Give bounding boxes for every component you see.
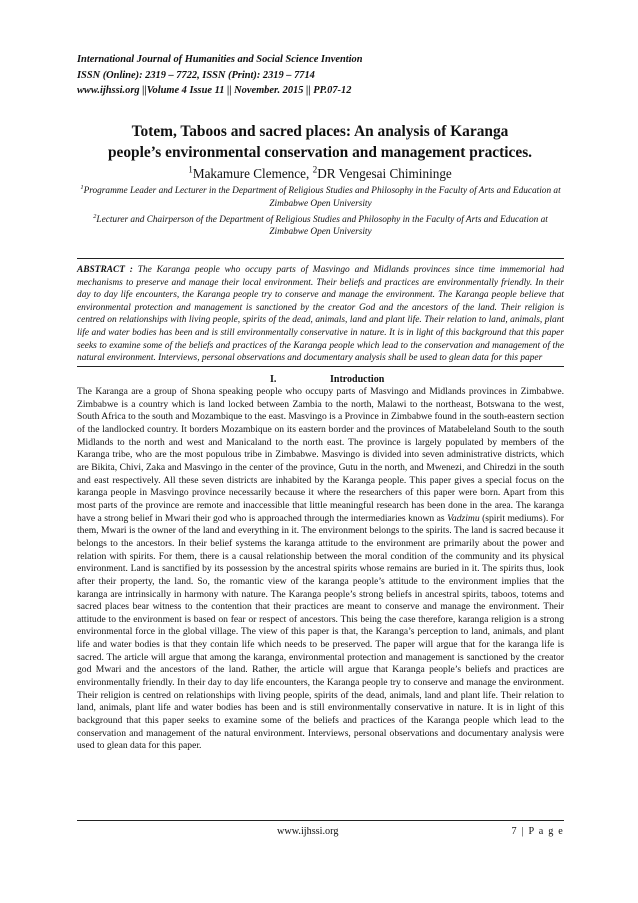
intro-italic-term: Vadzimu bbox=[447, 512, 480, 524]
journal-issn: ISSN (Online): 2319 – 7722, ISSN (Print): 2319 – 7714 bbox=[77, 69, 315, 81]
affiliation-1-text: Programme Leader and Lecturer in the Department of Religious Studies and Philosophy in the Faculty of Arts and Education at Zimbabwe Open University bbox=[83, 186, 561, 209]
journal-volume: www.ijhssi.org ||Volume 4 Issue 11 || November. 2015 || PP.07-12 bbox=[77, 85, 352, 96]
affiliations bbox=[77, 185, 564, 243]
footer-rule bbox=[77, 820, 564, 821]
author-1-marker: 1 bbox=[188, 164, 193, 175]
paper-title bbox=[60, 121, 580, 163]
page-number: 7 | P a g e bbox=[511, 826, 564, 837]
journal-name: International Journal of Humanities and Social Science Invention bbox=[77, 54, 363, 65]
affiliation-2 bbox=[77, 214, 564, 239]
abstract-top-rule bbox=[77, 258, 564, 259]
section-number: I. bbox=[270, 374, 277, 385]
affiliation-2-marker: 2 bbox=[93, 212, 97, 220]
affiliation-2-text: Lecturer and Chairperson of the Department of Religious Studies and Philosophy in the Faculty of Arts and Education at Zimbabwe Open University bbox=[96, 214, 548, 238]
affiliation-1 bbox=[77, 185, 564, 210]
abstract-bottom-rule bbox=[77, 366, 564, 367]
abstract-label: ABSTRACT : bbox=[77, 265, 133, 275]
affiliation-1-marker: 1 bbox=[80, 183, 84, 191]
intro-text-1: The Karanga are a group of Shona speaking people who occupy parts of Masvingo and Midlands provinces in Zimbabwe. Zimbabwe is a country which is land locked between Zambia to the north, Malawi to the northeast, Botswana to the west, South Africa to the south and Mozambique to the east. Masvingo is a Province in Zimbabwe found in the south-eastern section of the landlocked country. It borders Mozambique on its eastern border and the provinces of Matabeleland South to the south Midlands to the north and west and Manicaland to the north east. The province is largely populated by members of the Karanga tribe, who are the most populous tribe in Zimbabwe. Masvingo is divided into seven administrative districts, which are Bikita, Chivi, Zaka and Masvingo in the center of the province, Gutu in the north, and Mwenezi, and Chiredzi in the south and east respectively. All these seven districts are inhabited by the Karanga people. This paper gives a special focus on the karanga people in Masvingo province necessarily because it where the researchers of this paper were born. Apart from this most parts of the province are remote and inaccessible that little meaningful research has been done in the area. The karanga have a strong belief in Mwari their god who is approached through the intermediaries known as bbox=[77, 386, 564, 524]
author-1: Makamure Clemence, bbox=[192, 166, 313, 181]
paper-title-line-1: Totem, Taboos and sacred places: An analysis of Karanga bbox=[131, 123, 509, 140]
abstract bbox=[77, 264, 564, 365]
journal-header bbox=[77, 52, 577, 99]
intro-text-2: (spirit mediums). For them, Mwari is the owner of the land and everything in it. The environment belongs to the spirits. The land is sacred because it belongs to the ancestors. In their belief systems the karanga attitude to the environment are primarily about the power and relation with spirits. For them, there is a causal relationship between the moral condition of the community and its physical environment. Land is sanctified by its possession by the ancestral spirits whose remains are buried in it. The spirits thus, look after their property, the land. So, the romantic view of the karanga people’s attitude to the environment implies that the karanga are intrinsically in harmony with nature. The Karanga people’s strong beliefs in ancestral spirits, taboos, totems and sacred places bear witness to the contention that their practices are meant to conserve and manage the environment. Their attitude to the environment is based on fear or respect of ancestors. This being the case therefore, karanga religion is a strong environmental force in the global village. The view of this paper is that, the Karanga’s perception to land, animals, and plant life and water bodies is that they contain life which needs to be preserved. The paper will argue that for the karanga life is sacred. The article will argue that among the karanga, environmental protection and management is sanctioned by the creator god Mwari and the ancestors of the land. Rather, the article will argue that Karanga people’s beliefs and practices are environmentally friendly. In their day to day life encounters, the Karanga people try to conserve and manage the environment. Their religion is centred on relationships with living people, spirits of the dead, animals, land and plant life. Their relation to land, animals, plant life and water bodies has been and is still environmentally conservative in nature. It is in light of this background that this paper seeks to examine some of the beliefs and practices of the Karanga people which lead to the conservation and management of the natural environment. Interviews, personal observations and documentary analysis were used to glean data for this paper. bbox=[77, 512, 564, 752]
author-2: DR Vengesai Chimininge bbox=[317, 166, 452, 181]
introduction-body bbox=[77, 386, 564, 753]
abstract-text: The Karanga people who occupy parts of Masvingo and Midlands provinces since time immemorial had mechanisms to preserve and manage their local environment. Their beliefs and practices are environmentally friendly. In their day to day life encounters, the Karanga people try to conserve and manage the environment. The Karanga people believe that environmental protection and management is sanctioned by the creator God and the ancestors of the land. Their religion is centred on relationships with living people, spirits of the dead, animals, land and plant life. Their relation to land, animals, plant life and water bodies has been and is still environmentally conservative in nature. It is in light of this background that this paper seeks to examine some of the beliefs and practices of the Karanga people which lead to the conservation and management of the natural environment. Interviews, personal observations and documentary analysis shall be used to glean data for this paper bbox=[77, 265, 564, 364]
section-title: Introduction bbox=[330, 374, 385, 385]
footer-site: www.ijhssi.org bbox=[277, 826, 339, 837]
author-line bbox=[60, 166, 580, 182]
paper-title-line-2: people’s environmental conservation and management practices. bbox=[107, 144, 533, 161]
author-2-marker: 2 bbox=[312, 164, 318, 175]
